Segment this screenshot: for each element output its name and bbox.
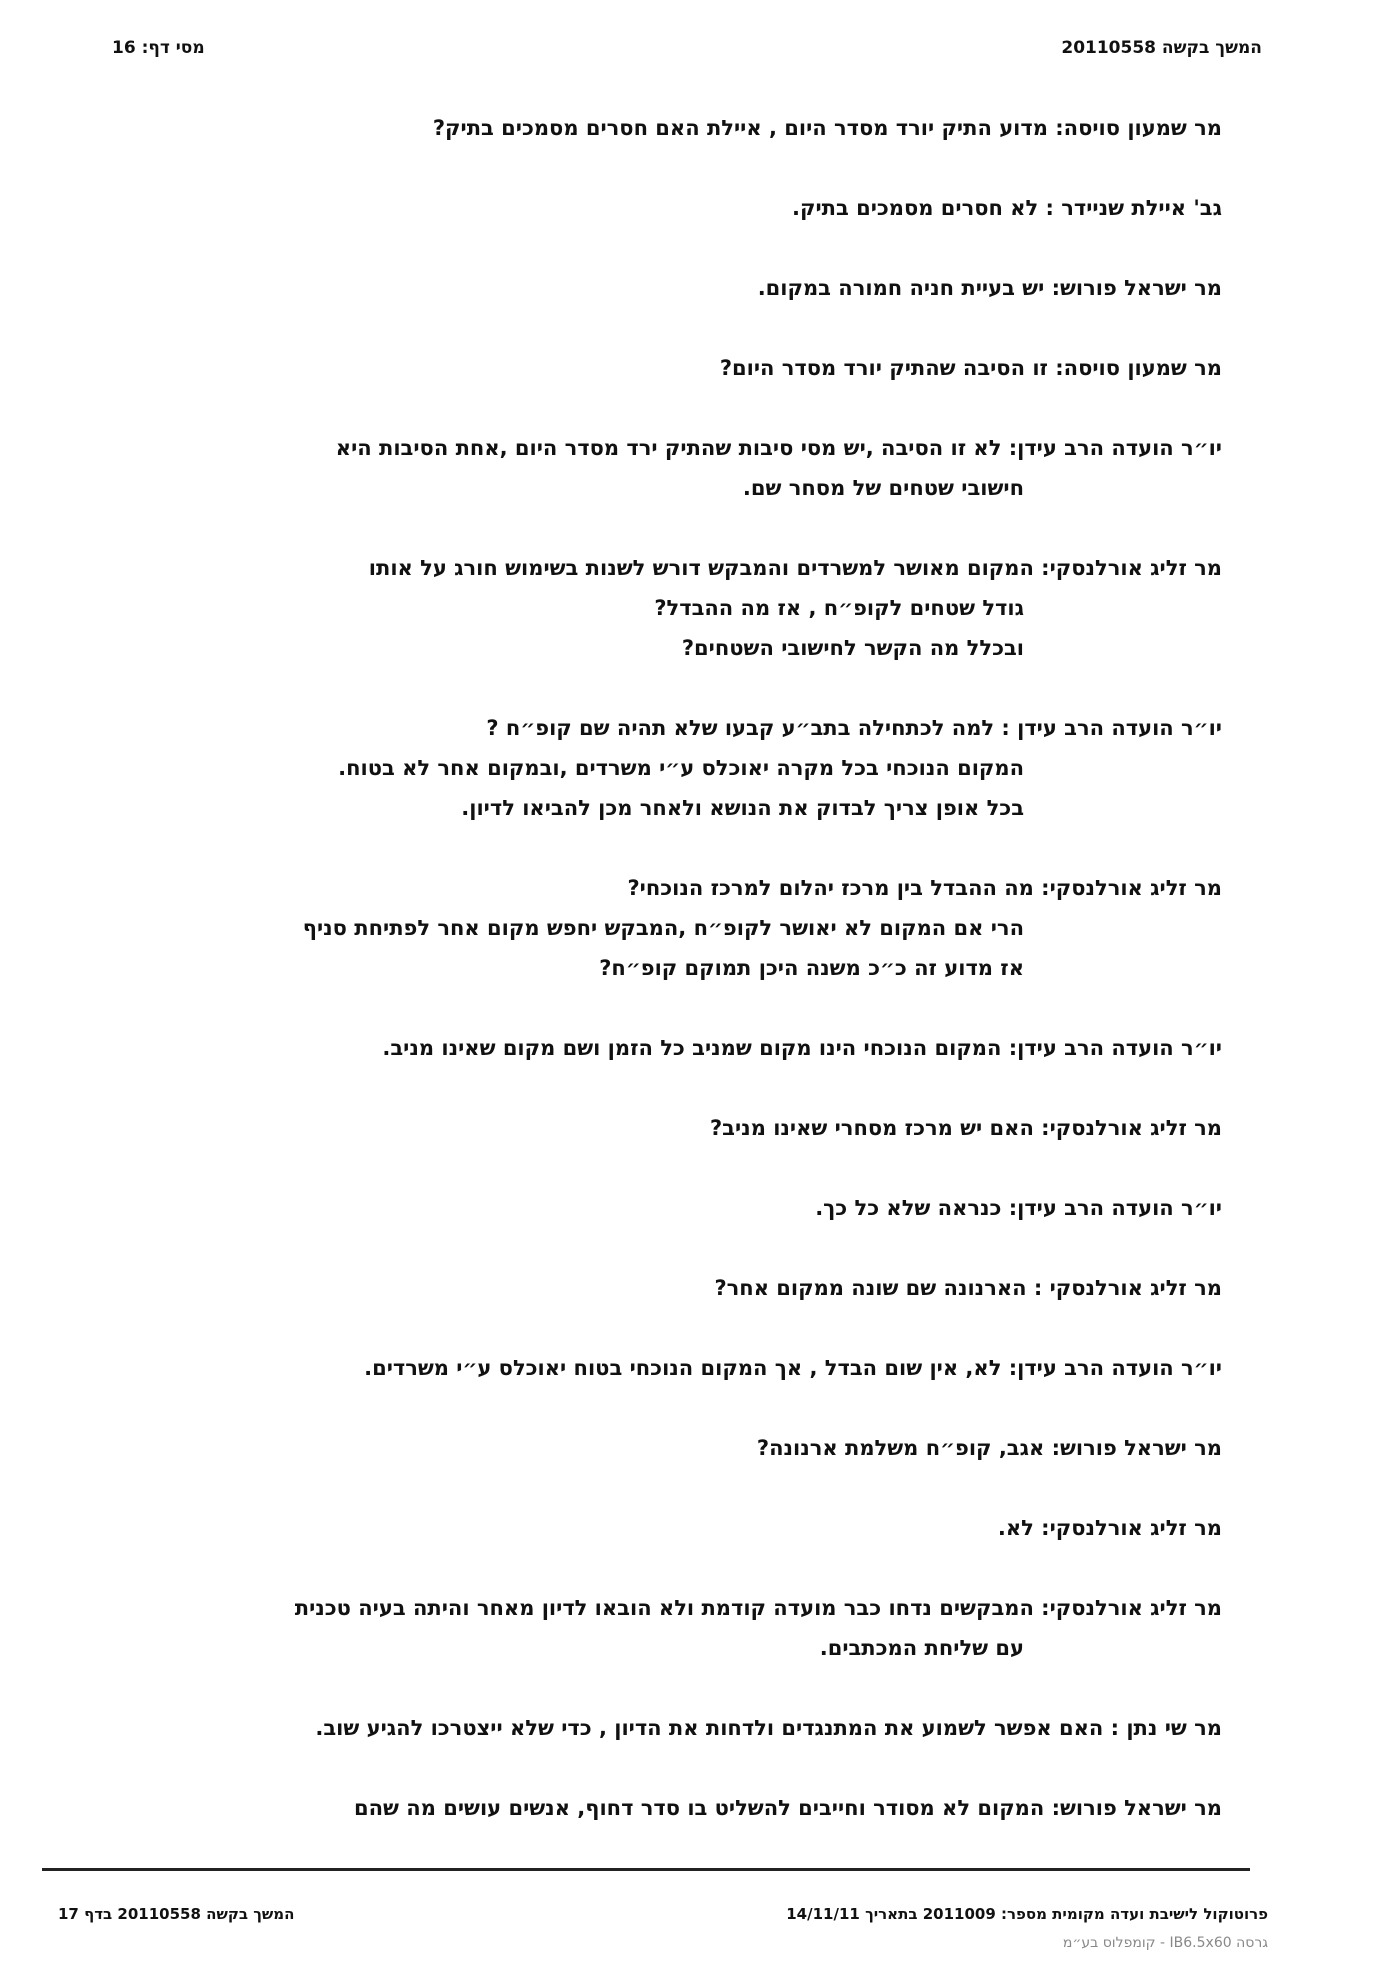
header-page-value: 16: [112, 38, 136, 58]
header-request-continuation: [1047, 38, 1262, 58]
footer-divider: [42, 1868, 1250, 1871]
paragraph: [142, 1428, 1222, 1468]
header-page-label: מסי דף:: [141, 38, 205, 58]
paragraph-line: בכל אופן צריך לבדוק את הנושא ולאחר מכן להביאו לדיון.: [461, 796, 1024, 820]
paragraph: [142, 1188, 1222, 1228]
paragraph-line: ובכלל מה הקשר לחישובי השטחים?: [681, 636, 1024, 660]
paragraph-line: מר זליג אורלנסקי: המקום מאושר למשרדים והמבקש דורש לשנות בשימוש חורג על אותו: [368, 556, 1222, 580]
paragraph: [142, 1508, 1222, 1548]
paragraph: [142, 428, 1222, 508]
paragraph-line: מר זליג אורלנסקי: האם יש מרכז מסחרי שאינו מניב?: [710, 1116, 1222, 1140]
paragraph-line: מר ישראל פורוש: אגב, קופ״ח משלמת ארנונה?: [756, 1436, 1222, 1460]
paragraph-line: מר שמעון סויסה: זו הסיבה שהתיק יורד מסדר היום?: [719, 356, 1222, 380]
paragraph: [142, 1268, 1222, 1308]
paragraph-line: הרי אם המקום לא יאושר לקופ״ח ,המבקש יחפש מקום אחר לפתיחת סניף: [302, 916, 1024, 940]
paragraph-line: יו״ר הועדה הרב עידן: המקום הנוכחי הינו מקום שמניב כל הזמן ושם מקום שאינו מניב.: [382, 1036, 1222, 1060]
paragraph-line: מר זליג אורלנסקי: לא.: [997, 1516, 1222, 1540]
footer-version: גרסה IB6.5x60 - קומפלוס בע״מ: [1062, 1935, 1268, 1951]
paragraph-line: יו״ר הועדה הרב עידן: כנראה שלא כל כך.: [815, 1196, 1222, 1220]
paragraph: [142, 268, 1222, 308]
paragraph: [142, 188, 1222, 228]
paragraph-line: מר זליג אורלנסקי: מה ההבדל בין מרכז יהלום למרכז הנוכחי?: [627, 876, 1222, 900]
footer-continuation: המשך בקשה 20110558 בדף 17: [58, 1905, 295, 1923]
paragraph-line: גב' איילת שניידר : לא חסרים מסמכים בתיק.: [792, 196, 1222, 220]
paragraph: [142, 868, 1222, 988]
header-request-number: 20110558: [1061, 38, 1156, 58]
paragraph: [142, 1708, 1222, 1748]
header-page-number: [98, 38, 205, 58]
paragraph-line: אז מדוע זה כ״כ משנה היכן תמוקם קופ״ח?: [599, 956, 1024, 980]
paragraph-line: יו״ר הועדה הרב עידן: לא, אין שום הבדל , אך המקום הנוכחי בטוח יאוכלס ע״י משרדים.: [364, 1356, 1222, 1380]
paragraph: [142, 1028, 1222, 1068]
paragraph: [142, 1788, 1222, 1828]
paragraph: [142, 1348, 1222, 1388]
paragraph: [142, 708, 1222, 828]
protocol-body: [142, 108, 1222, 1828]
paragraph: [142, 548, 1222, 668]
paragraph-line: מר שמעון סויסה: מדוע התיק יורד מסדר היום , איילת האם חסרים מסמכים בתיק?: [432, 116, 1222, 140]
header-request-label: המשך בקשה: [1161, 38, 1262, 58]
paragraph: [142, 108, 1222, 148]
paragraph-line: מר ישראל פורוש: יש בעיית חניה חמורה במקום.: [757, 276, 1222, 300]
paragraph-line: יו״ר הועדה הרב עידן: לא זו הסיבה ,יש מסי סיבות שהתיק ירד מסדר היום ,אחת הסיבות היא: [335, 436, 1222, 460]
paragraph-line: המקום הנוכחי בכל מקרה יאוכלס ע״י משרדים ,ובמקום אחר לא בטוח.: [338, 756, 1024, 780]
footer-protocol-info: פרוטוקול לישיבת ועדה מקומית מספר: 2011009 בתאריך 14/11/11: [786, 1905, 1268, 1923]
paragraph-line: עם שליחת המכתבים.: [819, 1636, 1024, 1660]
paragraph-line: מר זליג אורלנסקי: המבקשים נדחו כבר מועדה קודמת ולא הובאו לדיון מאחר והיתה בעיה טכנית: [294, 1596, 1222, 1620]
paragraph-line: יו״ר הועדה הרב עידן : למה לכתחילה בתב״ע קבעו שלא תהיה שם קופ״ח ?: [486, 716, 1222, 740]
paragraph-line: חישובי שטחים של מסחר שם.: [742, 476, 1024, 500]
paragraph-line: גודל שטחים לקופ״ח , אז מה ההבדל?: [654, 596, 1024, 620]
paragraph-line: מר זליג אורלנסקי : הארנונה שם שונה ממקום אחר?: [714, 1276, 1222, 1300]
paragraph: [142, 1108, 1222, 1148]
paragraph-line: מר שי נתן : האם אפשר לשמוע את המתנגדים ולדחות את הדיון , כדי שלא ייצטרכו להגיע שוב.: [315, 1716, 1222, 1740]
paragraph: [142, 348, 1222, 388]
paragraph: [142, 1588, 1222, 1668]
paragraph-line: מר ישראל פורוש: המקום לא מסודר וחייבים להשליט בו סדר דחוף, אנשים עושים מה שהם: [354, 1796, 1222, 1820]
